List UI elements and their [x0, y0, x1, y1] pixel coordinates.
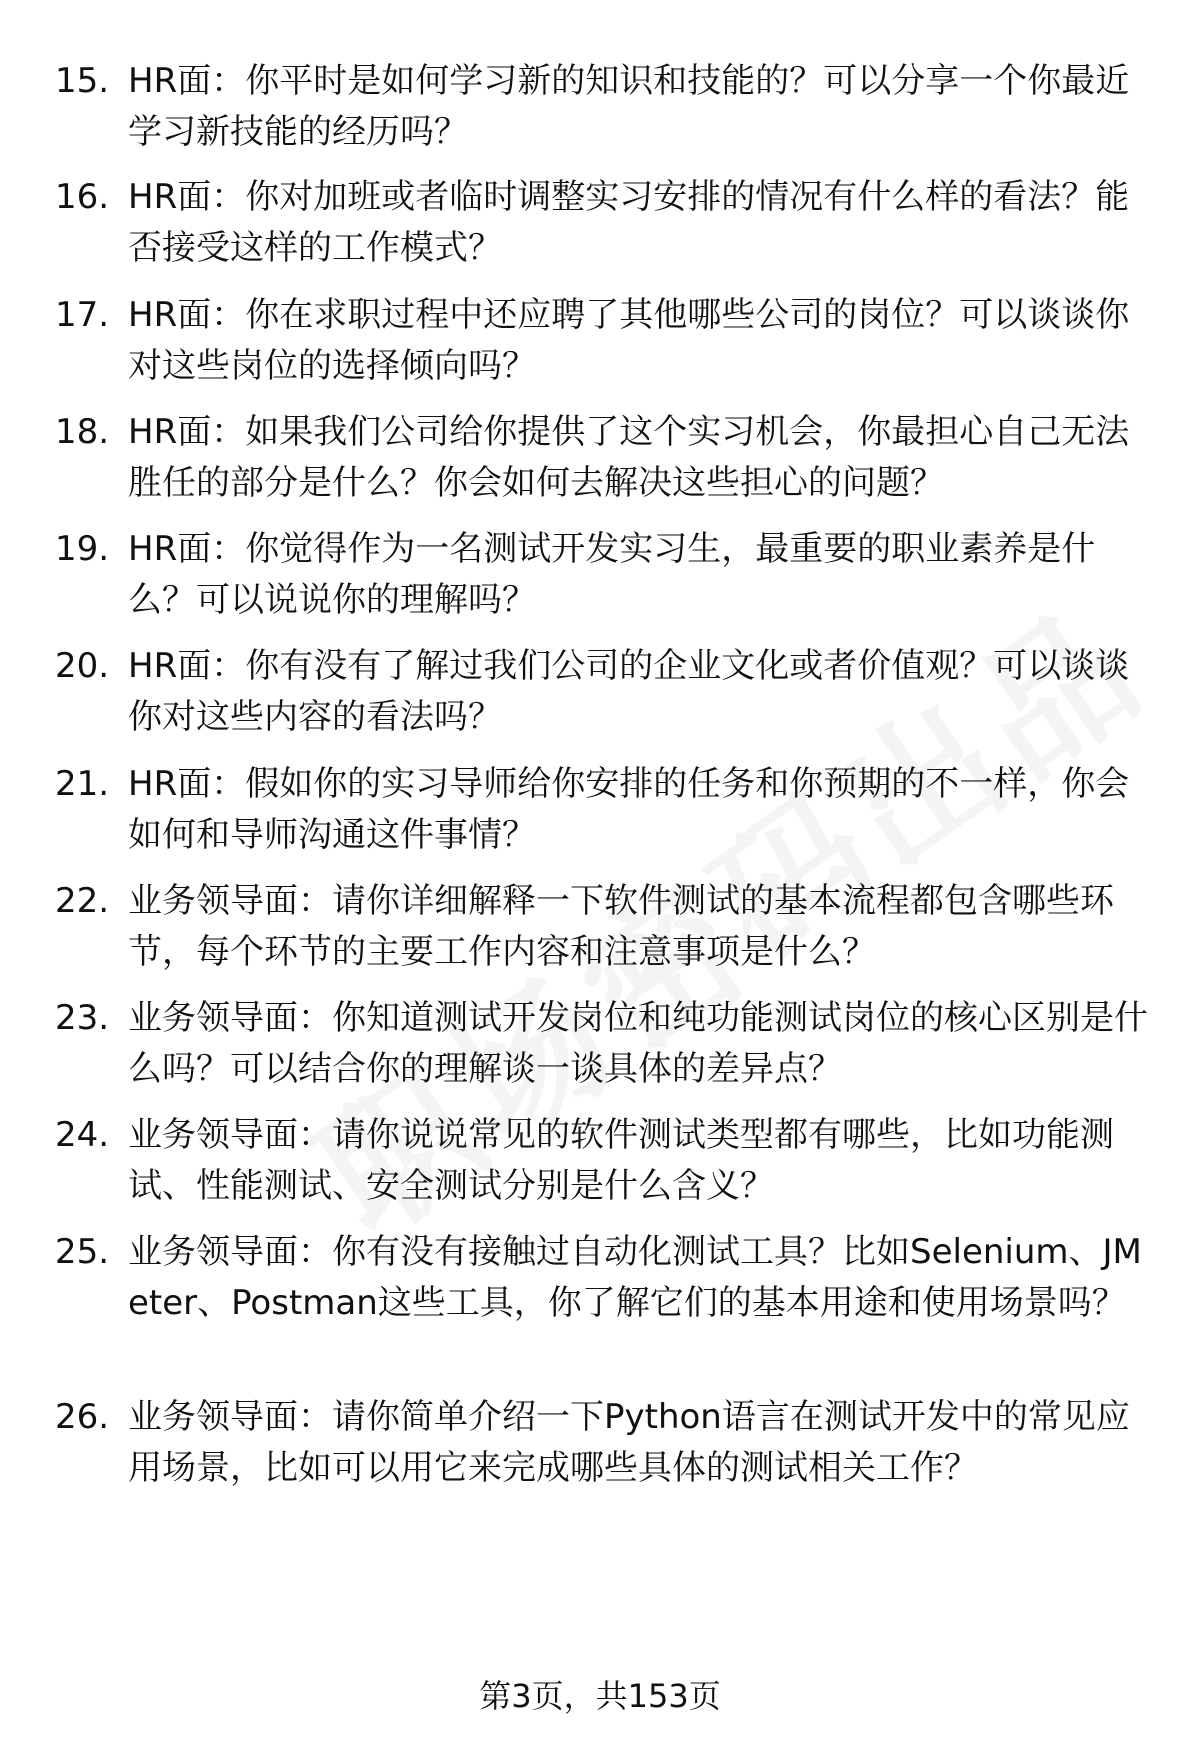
question-text: HR面：你在求职过程中还应聘了其他哪些公司的岗位？可以谈谈你对这些岗位的选择倾向吗？ [128, 295, 1130, 386]
question-text: HR面：你对加班或者临时调整实习安排的情况有什么样的看法？能否接受这样的工作模式？ [128, 177, 1130, 268]
question-number: 18. [55, 412, 110, 452]
question-number: 16. [55, 177, 110, 217]
question-text: 业务领导面：请你详细解释一下软件测试的基本流程都包含哪些环节，每个环节的主要工作内容和注意事项是什么？ [128, 881, 1114, 972]
question-text: 业务领导面：请你说说常见的软件测试类型都有哪些，比如功能测试、性能测试、安全测试分别是什么含义？ [128, 1115, 1114, 1206]
question-number: 23. [55, 998, 110, 1038]
question-number: 17. [55, 295, 110, 335]
question-number: 19. [55, 529, 110, 569]
question-text: HR面：假如你的实习导师给你安排的任务和你预期的不一样，你会如何和导师沟通这件事情？ [128, 764, 1130, 855]
question-text: HR面：你觉得作为一名测试开发实习生，最重要的职业素养是什么？可以说说你的理解吗？ [128, 529, 1096, 620]
question-number: 15. [55, 61, 110, 101]
question-number: 25. [55, 1232, 110, 1272]
question-text: 业务领导面：你知道测试开发岗位和纯功能测试岗位的核心区别是什么吗？可以结合你的理解谈一谈具体的差异点？ [128, 998, 1148, 1089]
question-number: 21. [55, 764, 110, 804]
page-footer: 第3页，共153页 [479, 1677, 721, 1715]
question-text: HR面：你有没有了解过我们公司的企业文化或者价值观？可以谈谈你对这些内容的看法吗？ [128, 646, 1130, 737]
question-text: 业务领导面：请你简单介绍一下Python语言在测试开发中的常见应用场景，比如可以用它来完成哪些具体的测试相关工作？ [128, 1397, 1130, 1488]
question-text: HR面：如果我们公司给你提供了这个实习机会，你最担心自己无法胜任的部分是什么？你会如何去解决这些担心的问题？ [128, 412, 1130, 503]
question-text: HR面：你平时是如何学习新的知识和技能的？可以分享一个你最近学习新技能的经历吗？ [128, 61, 1130, 152]
question-number: 26. [55, 1397, 110, 1437]
question-number: 20. [55, 646, 110, 686]
question-number: 22. [55, 881, 110, 921]
question-text: 业务领导面：你有没有接触过自动化测试工具？比如Selenium、JMeter、Postman这些工具，你了解它们的基本用途和使用场景吗？ [128, 1232, 1142, 1323]
question-number: 24. [55, 1115, 110, 1155]
